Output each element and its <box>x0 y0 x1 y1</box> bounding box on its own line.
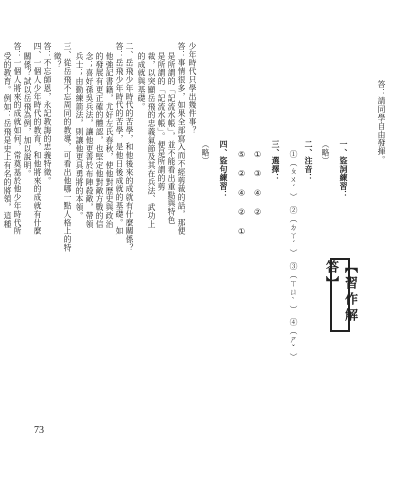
prose-column: 是所謂的「記流水帳」，並不能看出重點與特色 <box>167 52 176 225</box>
section4-title: 四、盜句練習： <box>219 140 228 199</box>
prose-column: 的成就與基礎。 <box>137 52 146 111</box>
prose-column: 答：岳飛少年時代的苦學，是他日後成就的基礎。如 <box>115 42 124 236</box>
section3-row: ① ③ ④ ② <box>253 150 262 218</box>
section1-title: 一、盜詞練習： <box>339 140 348 199</box>
answer-heading: 【習作解答】 <box>330 258 350 332</box>
question-column: 二、岳飛少年時代的苦學，和他後來的成就有什麼關係？ <box>125 42 134 252</box>
section2-item: ①（ㄆㄨˊ） ②（ㄉㄚˊ） ③（ㄒㄩˋ） ④（ㄕˇ） <box>289 150 298 362</box>
page-number: 73 <box>34 425 44 436</box>
prose-column: 是所謂的「記流水帳」。便是所謂的剪 <box>157 52 166 191</box>
question-column: 四、一個人少年時代的教育，和他將來的成就有什麼 <box>33 42 42 236</box>
prose-column: 答：事情很多，如果全部寫入而不經剪裁的話，那便 <box>177 42 186 236</box>
section3-row: ⑤ ② ④ ② ① <box>237 150 246 237</box>
prose-column: 關係？試以岳飛為例，加以說明。 <box>23 52 32 178</box>
prose-column: 的發展有更正確的體認，也堅定他對敵方戰的信 <box>95 52 104 229</box>
prose-column: 念；喜好孫吳兵法，讓他更善於布陣殺敵，帶領 <box>85 52 94 229</box>
prose-column: 兵士；由勤練箭法，則讓他更具勇將的本領。 <box>75 52 84 220</box>
section3-title: 三、選擇： <box>271 140 280 182</box>
prose-column: 裁，以突顯岳飛的忠義氣節及其在兵法、武功上 <box>147 52 156 229</box>
section4-answer: （略） <box>201 140 210 166</box>
prose-column: 答：不忘師恩，永記教誨的忠義特徵。 <box>43 42 52 185</box>
answer-note: 答：請同學自由發揮。 <box>377 80 386 164</box>
prose-column: 答：一個人將來的成就如何，常奠基於他少年時代所 <box>13 42 22 236</box>
prose-column: 徵？ <box>53 52 62 69</box>
prose-column: 少年時代只學出幾件事？ <box>188 42 197 135</box>
question-column: 三、從岳飛不忘周同的教導，可看出他哪一點人格上的特 <box>63 42 72 252</box>
section1-answer: （略） <box>321 140 330 166</box>
prose-column: 他強記書籍，尤好左氏春秋，使他對歷史與政治 <box>105 52 114 229</box>
section2-title: 二、注音： <box>304 140 313 182</box>
prose-column: 受的教育。例如：岳飛是史上有名的將領，這種 <box>3 52 12 229</box>
